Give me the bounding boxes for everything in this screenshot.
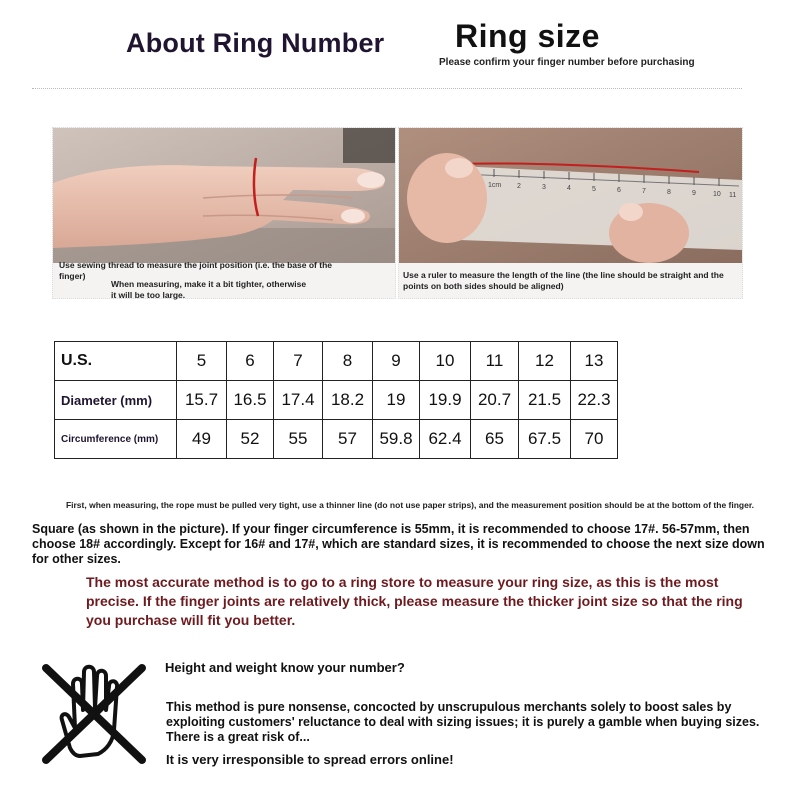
table-cell: 8 [323, 342, 373, 381]
ruler-label: 8 [667, 189, 671, 196]
page-title-right: Ring size [455, 18, 600, 54]
table-cell: 21.5 [519, 381, 571, 420]
table-cell: 57 [323, 420, 373, 459]
table-cell: 17.4 [274, 381, 323, 420]
table-header-circumference: Circumference (mm) [55, 420, 177, 459]
ruler-measure-illustration [399, 128, 742, 263]
ruler-label: 10 [713, 191, 721, 198]
table-cell: 19.9 [420, 381, 471, 420]
ruler-label: 11 [729, 192, 737, 199]
left-photo-panel [52, 127, 396, 299]
ruler-label: 7 [642, 188, 646, 195]
subtitle: Please confirm your finger number before purchasing [439, 57, 695, 68]
ruler-label: 2 [517, 183, 521, 190]
table-cell: 20.7 [471, 381, 519, 420]
table-cell: 5 [177, 342, 227, 381]
left-caption-2: When measuring, make it a bit tighter, otherwise it will be too large. [111, 279, 307, 300]
table-cell: 7 [274, 342, 323, 381]
table-header-us: U.S. [55, 342, 177, 381]
table-cell: 70 [571, 420, 618, 459]
ruler-label: 5 [592, 186, 596, 193]
hand-with-thread-illustration [53, 128, 395, 263]
table-cell: 16.5 [227, 381, 274, 420]
right-caption: Use a ruler to measure the length of the line (the line should be straight and the points on both sides should be aligned) [403, 270, 724, 291]
page-title-left: About Ring Number [126, 28, 385, 58]
ruler-photo [399, 128, 742, 263]
table-cell: 19 [373, 381, 420, 420]
table-cell: 62.4 [420, 420, 471, 459]
table-header-diameter: Diameter (mm) [55, 381, 177, 420]
right-photo-panel [398, 127, 743, 299]
table-cell: 9 [373, 342, 420, 381]
table-cell: 13 [571, 342, 618, 381]
table-row-diameter [55, 381, 618, 420]
warning-body: This method is pure nonsense, concocted by unscrupulous merchants solely to boost sales by exploiting customers' reluctance to deal with sizing issues; it is purely a gamble when buying sizes. There is a great risk of... [166, 700, 760, 744]
measuring-note: First, when measuring, the rope must be pulled very tight, use a thinner line (do not use paper strips), and the measurement position should be at the bottom of the finger. [65, 500, 755, 510]
table-cell: 55 [274, 420, 323, 459]
size-recommendation: Square (as shown in the picture). If your finger circumference is 55mm, it is recommended to choose 17#. 56-57mm, then choose 18# accordingly. Except for 16# and 17#, which are standard sizes, it is recommended to choose the next size down for other sizes. [32, 522, 765, 566]
table-cell: 12 [519, 342, 571, 381]
table-cell: 49 [177, 420, 227, 459]
left-caption-1: Use sewing thread to measure the joint position (i.e. the base of the finger) [59, 260, 332, 281]
table-cell: 6 [227, 342, 274, 381]
table-cell: 10 [420, 342, 471, 381]
table-cell: 59.8 [373, 420, 420, 459]
ruler-label: 4 [567, 185, 571, 192]
table-cell: 67.5 [519, 420, 571, 459]
ruler-label: 1cm [488, 182, 502, 189]
table-cell: 15.7 [177, 381, 227, 420]
table-row-circumference [55, 420, 618, 459]
ruler-label: 9 [692, 190, 696, 197]
ruler-label: 3 [542, 184, 546, 191]
finger-measure-photo [53, 128, 395, 263]
ruler-label: 6 [617, 187, 621, 194]
table-row-us [55, 342, 618, 381]
table-cell: 52 [227, 420, 274, 459]
warning-conclusion: It is very irresponsible to spread errors online! [166, 752, 454, 767]
ring-size-table [54, 341, 618, 459]
accurate-method-note: The most accurate method is to go to a ring store to measure your ring size, as this is the most precise. If the finger joints are relatively thick, please measure the thicker joint size so that the ring you purchase will fit you better. [86, 574, 743, 628]
crossed-hand-icon [40, 660, 148, 768]
divider [32, 88, 742, 89]
table-cell: 18.2 [323, 381, 373, 420]
warning-title: Height and weight know your number? [165, 660, 405, 675]
table-cell: 65 [471, 420, 519, 459]
table-cell: 11 [471, 342, 519, 381]
table-cell: 22.3 [571, 381, 618, 420]
